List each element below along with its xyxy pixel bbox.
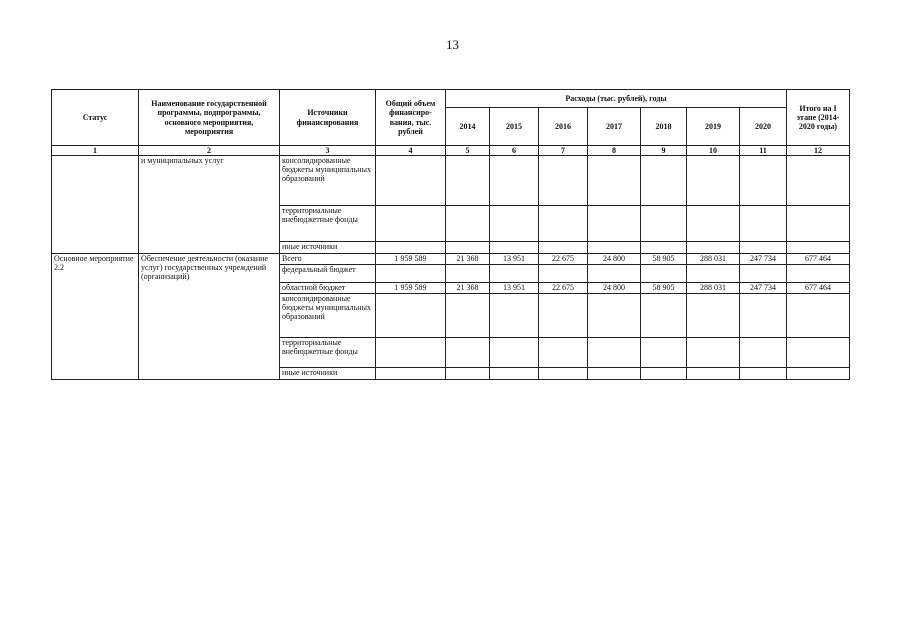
value-cell [740, 156, 787, 206]
year-value-cell [740, 338, 787, 368]
value-cell [588, 206, 641, 242]
year-value-cell [446, 265, 490, 283]
year-value-cell [539, 294, 588, 338]
year-value-cell [641, 368, 687, 380]
year-value-cell [588, 294, 641, 338]
source-cell: областной бюджет [280, 283, 376, 294]
name-cell: Обеспечение деятельности (оказание услуг) государственных учреждений (организаций) [139, 254, 280, 380]
financing-table [51, 89, 850, 380]
year-value-cell: 21 368 [446, 254, 490, 265]
year-value-cell: 247 734 [740, 254, 787, 265]
year-value-cell: 24 800 [588, 254, 641, 265]
value-cell [539, 156, 588, 206]
source-cell: Всего [280, 254, 376, 265]
year-value-cell [687, 294, 740, 338]
header-year: 2015 [490, 108, 539, 146]
table-row [52, 254, 850, 265]
header-year: 2018 [641, 108, 687, 146]
header-expenses: Расходы (тыс. рублей), годы [446, 90, 787, 108]
total-volume-cell [376, 265, 446, 283]
value-cell [641, 206, 687, 242]
header-year: 2019 [687, 108, 740, 146]
year-value-cell [539, 368, 588, 380]
year-value-cell: 22 675 [539, 283, 588, 294]
value-cell [740, 242, 787, 254]
year-value-cell [740, 368, 787, 380]
column-number: 9 [641, 146, 687, 156]
year-value-cell: 58 905 [641, 254, 687, 265]
stage-total-cell: 677 464 [787, 254, 850, 265]
year-value-cell: 58 905 [641, 283, 687, 294]
header-status: Статус [52, 90, 139, 146]
source-cell: консолидированные бюджеты муниципальных образований [280, 156, 376, 206]
value-cell [490, 242, 539, 254]
column-number: 8 [588, 146, 641, 156]
year-value-cell [641, 294, 687, 338]
value-cell [787, 206, 850, 242]
value-cell [539, 206, 588, 242]
value-cell [539, 242, 588, 254]
year-value-cell: 24 800 [588, 283, 641, 294]
year-value-cell [740, 294, 787, 338]
year-value-cell [490, 265, 539, 283]
status-cell [52, 156, 139, 254]
year-value-cell: 13 951 [490, 283, 539, 294]
year-value-cell [446, 368, 490, 380]
header-sources: Источники финансирования [280, 90, 376, 146]
value-cell [588, 156, 641, 206]
column-number: 4 [376, 146, 446, 156]
year-value-cell: 247 734 [740, 283, 787, 294]
year-value-cell [490, 338, 539, 368]
value-cell [490, 206, 539, 242]
page-number: 13 [446, 37, 459, 52]
stage-total-cell [787, 294, 850, 338]
header-total-volume: Общий объем финансиро-вания, тыс. рублей [376, 90, 446, 146]
header-stage-total: Итого на I этапе (2014-2020 годы) [787, 90, 850, 146]
column-number: 10 [687, 146, 740, 156]
year-value-cell: 21 368 [446, 283, 490, 294]
value-cell [687, 242, 740, 254]
header-year: 2016 [539, 108, 588, 146]
total-volume-cell: 1 959 589 [376, 283, 446, 294]
value-cell [376, 156, 446, 206]
value-cell [641, 156, 687, 206]
value-cell [376, 242, 446, 254]
year-value-cell [588, 368, 641, 380]
column-number: 3 [280, 146, 376, 156]
source-cell: иные источники [280, 242, 376, 254]
year-value-cell [740, 265, 787, 283]
value-cell [446, 242, 490, 254]
source-cell: территориальные внебюджетные фонды [280, 338, 376, 368]
column-number: 1 [52, 146, 139, 156]
total-volume-cell [376, 338, 446, 368]
name-cell: и муниципальных услуг [139, 156, 280, 254]
year-value-cell [446, 338, 490, 368]
value-cell [376, 206, 446, 242]
value-cell [687, 156, 740, 206]
year-value-cell: 13 951 [490, 254, 539, 265]
year-value-cell [490, 368, 539, 380]
column-number: 6 [490, 146, 539, 156]
value-cell [787, 242, 850, 254]
value-cell [490, 156, 539, 206]
column-number: 11 [740, 146, 787, 156]
value-cell [787, 156, 850, 206]
total-volume-cell [376, 368, 446, 380]
year-value-cell [539, 265, 588, 283]
column-number-row [52, 146, 850, 156]
column-number: 2 [139, 146, 280, 156]
stage-total-cell [787, 338, 850, 368]
stage-total-cell: 677 464 [787, 283, 850, 294]
value-cell [687, 206, 740, 242]
total-volume-cell [376, 294, 446, 338]
value-cell [740, 206, 787, 242]
year-value-cell [687, 368, 740, 380]
year-value-cell [539, 338, 588, 368]
column-number: 12 [787, 146, 850, 156]
stage-total-cell [787, 368, 850, 380]
year-value-cell [687, 265, 740, 283]
column-number: 5 [446, 146, 490, 156]
year-value-cell: 288 031 [687, 283, 740, 294]
header-year: 2020 [740, 108, 787, 146]
source-cell: консолидированные бюджеты муниципальных образований [280, 294, 376, 338]
value-cell [588, 242, 641, 254]
table-body [52, 156, 850, 380]
year-value-cell [641, 338, 687, 368]
column-number: 7 [539, 146, 588, 156]
value-cell [641, 242, 687, 254]
status-cell: Основное мероприятие 2.2 [52, 254, 139, 380]
value-cell [446, 206, 490, 242]
value-cell [446, 156, 490, 206]
total-volume-cell: 1 959 589 [376, 254, 446, 265]
year-value-cell: 22 675 [539, 254, 588, 265]
year-value-cell [588, 265, 641, 283]
source-cell: иные источники [280, 368, 376, 380]
year-value-cell [641, 265, 687, 283]
source-cell: территориальные внебюджетные фонды [280, 206, 376, 242]
year-value-cell [687, 338, 740, 368]
stage-total-cell [787, 265, 850, 283]
year-value-cell [490, 294, 539, 338]
year-value-cell: 288 031 [687, 254, 740, 265]
source-cell: федеральный бюджет [280, 265, 376, 283]
header-year: 2014 [446, 108, 490, 146]
header-year: 2017 [588, 108, 641, 146]
table-row [52, 156, 850, 206]
header-name: Наименование государственной программы, подпрограммы, основного мероприятия, мероприятия [139, 90, 280, 146]
year-value-cell [588, 338, 641, 368]
year-value-cell [446, 294, 490, 338]
